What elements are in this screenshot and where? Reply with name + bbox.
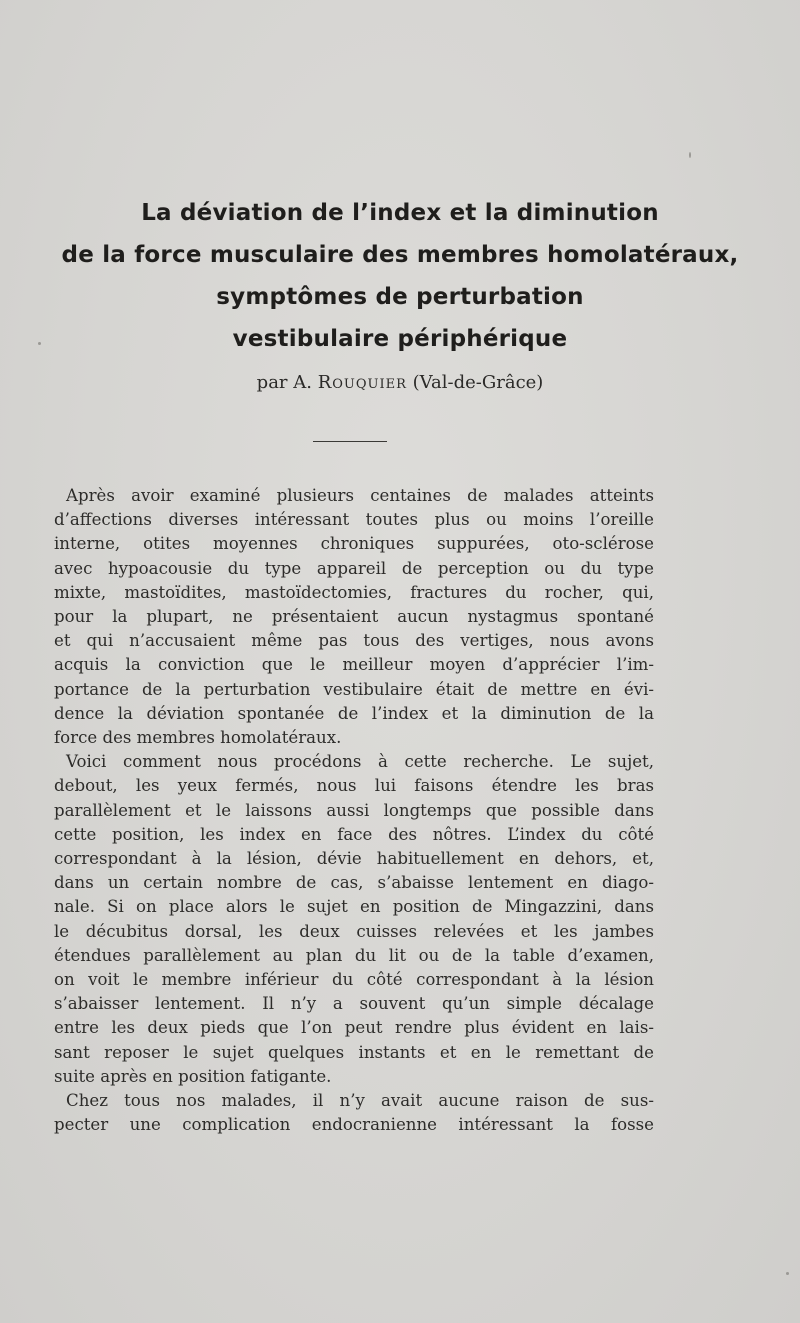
paragraph xyxy=(54,484,654,750)
paragraph xyxy=(54,750,654,1089)
text-line: le décubitus dorsal, les deux cuisses relevées et les jambes xyxy=(54,921,654,941)
text-line: pecter une complication endocranienne intéressant la fosse xyxy=(54,1115,654,1135)
author-name: Rouquier xyxy=(317,372,407,393)
scan-speck xyxy=(689,152,691,158)
text-line: Chez tous nos malades, il n’y avait aucune raison de sus- xyxy=(66,1091,654,1111)
text-line: dans un certain nombre de cas, s’abaisse lentement en diago- xyxy=(54,873,654,893)
title-line-3: symptômes de perturbation xyxy=(216,284,584,310)
author-byline xyxy=(0,372,800,393)
text-line: on voit le membre inférieur du côté correspondant à la lésion xyxy=(54,970,654,990)
text-line: debout, les yeux fermés, nous lui faisons étendre les bras xyxy=(54,776,654,796)
text-line: entre les deux pieds que l’on peut rendre plus évident en lais- xyxy=(54,1018,654,1038)
author-affiliation: (Val-de-Grâce) xyxy=(412,372,544,393)
title-line-4: vestibulaire périphérique xyxy=(232,326,568,352)
separator-rule xyxy=(313,441,387,442)
title-line-1: La déviation de l’index et la diminution xyxy=(141,200,659,226)
text-line: et qui n’accusaient même pas tous des vertiges, nous avons xyxy=(54,631,654,651)
title-line-2: de la force musculaire des membres homolatéraux, xyxy=(61,242,739,268)
article-title xyxy=(0,192,800,360)
text-line: Après avoir examiné plusieurs centaines de malades atteints xyxy=(66,486,654,505)
text-line: parallèlement et le laissons aussi longtemps que possible dans xyxy=(54,800,654,820)
text-line: portance de la perturbation vestibulaire était de mettre en évi- xyxy=(54,679,654,699)
byline-prefix: par A. xyxy=(256,372,312,393)
text-line: dence la déviation spontanée de l’index et la diminution de la xyxy=(54,703,654,723)
paragraph xyxy=(54,1089,654,1137)
text-line: pour la plupart, ne présentaient aucun nystagmus spontané xyxy=(54,607,654,627)
text-line: s’abaisser lentement. Il n’y a souvent qu’un simple décalage xyxy=(54,994,654,1014)
text-line: avec hypoacousie du type appareil de perception ou du type xyxy=(54,558,654,578)
scan-speck xyxy=(38,342,41,345)
text-line: force des membres homolatéraux. xyxy=(54,728,342,748)
text-line: suite après en position fatigante. xyxy=(54,1066,332,1086)
text-line: nale. Si on place alors le sujet en position de Mingazzini, dans xyxy=(54,897,654,917)
text-line: correspondant à la lésion, dévie habituellement en dehors, et, xyxy=(54,849,654,869)
scan-speck xyxy=(786,1272,789,1275)
text-line: sant reposer le sujet quelques instants et en le remettant de xyxy=(54,1042,654,1062)
text-line: d’affections diverses intéressant toutes plus ou moins l’oreille xyxy=(54,510,654,530)
article-body xyxy=(54,484,654,1137)
text-line: cette position, les index en face des nôtres. L’index du côté xyxy=(54,824,654,844)
text-line: acquis la conviction que le meilleur moyen d’apprécier l’im- xyxy=(54,655,654,675)
text-line: étendues parallèlement au plan du lit ou de la table d’examen, xyxy=(54,945,654,965)
text-line: interne, otites moyennes chroniques suppurées, oto-sclérose xyxy=(54,534,654,554)
text-line: Voici comment nous procédons à cette recherche. Le sujet, xyxy=(66,752,654,772)
text-line: mixte, mastoïdites, mastoïdectomies, fractures du rocher, qui, xyxy=(54,582,654,602)
